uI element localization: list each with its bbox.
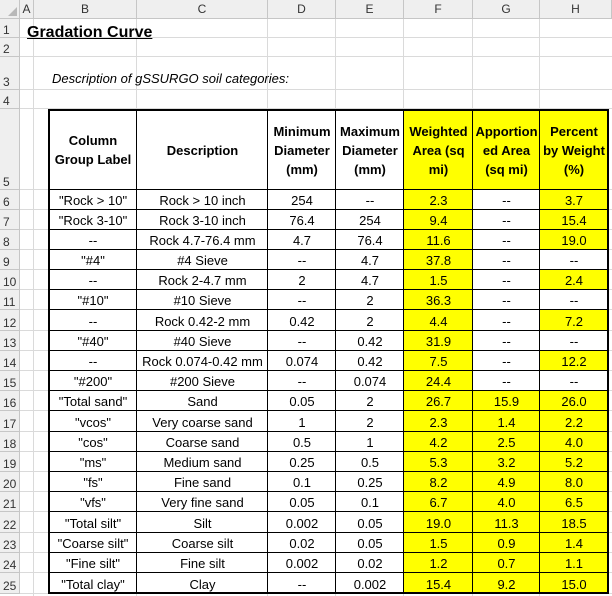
table-cell[interactable]: 0.7 (473, 553, 540, 573)
table-cell[interactable]: 2 (366, 293, 374, 308)
table-cell[interactable]: 0.42 (357, 354, 383, 369)
table-cell[interactable]: 6.5 (540, 492, 608, 512)
table-border-column (539, 110, 540, 593)
table-cell[interactable]: 2.3 (404, 411, 473, 432)
table-cell[interactable]: 2.2 (540, 411, 608, 432)
table-cell[interactable]: -- (297, 374, 307, 389)
header-max-diameter[interactable]: Maximum Diameter (mm) (340, 123, 400, 177)
table-cell[interactable]: 0.25 (289, 455, 315, 470)
table-border-top (48, 109, 609, 111)
table-cell[interactable]: 15.9 (473, 391, 540, 411)
row-header-22[interactable]: 22 (0, 512, 20, 533)
column-header-d[interactable]: D (268, 0, 336, 19)
table-cell[interactable]: 4.0 (540, 432, 608, 452)
row-header-14[interactable]: 14 (0, 351, 20, 371)
table-cell[interactable]: 7.5 (404, 351, 473, 371)
table-cell[interactable]: -- (502, 354, 511, 369)
table-cell[interactable]: -- (297, 253, 307, 268)
table-cell[interactable]: -- (502, 313, 511, 329)
table-cell[interactable]: #4 Sieve (177, 253, 228, 268)
table-cell[interactable]: 18.5 (540, 512, 608, 533)
table-cell[interactable]: 1 (298, 414, 306, 430)
row-header-13[interactable]: 13 (0, 331, 20, 351)
table-cell[interactable]: 1.4 (540, 533, 608, 553)
table-border-row (49, 229, 608, 230)
table-cell[interactable]: "#200" (73, 374, 113, 389)
table-cell[interactable]: Sand (187, 394, 218, 409)
table-cell[interactable]: 254 (291, 193, 313, 208)
table-cell[interactable]: 0.25 (357, 475, 383, 490)
table-border-row (49, 209, 608, 210)
table-cell[interactable]: 0.5 (360, 455, 380, 470)
table-cell[interactable]: -- (502, 374, 511, 389)
table-border-row (49, 532, 608, 533)
table-cell[interactable]: 3.2 (473, 452, 540, 472)
header-percent-weight[interactable]: Percent by Weight (%) (540, 110, 608, 190)
table-cell[interactable]: "Fine silt" (65, 556, 121, 571)
table-cell[interactable]: 15.4 (404, 573, 473, 594)
table-cell[interactable]: 4.0 (473, 492, 540, 512)
row-header-15[interactable]: 15 (0, 371, 20, 391)
table-cell[interactable]: 1.5 (404, 533, 473, 553)
table-cell[interactable]: 0.074 (353, 374, 387, 389)
column-header-c[interactable]: C (137, 0, 268, 19)
table-cell[interactable]: Coarse silt (171, 536, 234, 551)
table-cell[interactable]: Rock 3-10 inch (159, 213, 246, 228)
table-cell[interactable]: 15.0 (540, 573, 608, 594)
table-cell[interactable]: Rock 2-4.7 mm (158, 273, 247, 288)
table-cell[interactable]: "Total clay" (61, 576, 125, 592)
table-border-row (49, 189, 608, 190)
table-border-row (49, 491, 608, 492)
table-cell[interactable]: -- (502, 253, 511, 268)
table-cell[interactable]: "ms" (79, 455, 107, 470)
sheet-title: Gradation Curve (27, 24, 153, 41)
table-border-column (136, 110, 137, 593)
header-weighted-area[interactable]: Weighted Area (sq mi) (404, 110, 473, 190)
row-header-12[interactable]: 12 (0, 310, 20, 331)
table-cell[interactable]: 5.2 (540, 452, 608, 472)
row-header-8[interactable]: 8 (0, 230, 20, 250)
table-cell[interactable]: Clay (189, 576, 216, 592)
table-cell[interactable]: 6.7 (404, 492, 473, 512)
table-cell[interactable]: -- (88, 313, 98, 329)
column-header-e[interactable]: E (336, 0, 404, 19)
table-cell[interactable]: 2 (366, 313, 374, 329)
table-border-column (403, 110, 404, 593)
table-border-row (49, 410, 608, 411)
table-cell[interactable]: 254 (359, 213, 381, 228)
table-cell[interactable]: -- (88, 354, 98, 369)
table-cell[interactable]: 37.8 (404, 250, 473, 270)
row-header-16[interactable]: 16 (0, 391, 20, 411)
table-cell[interactable]: "#40" (77, 334, 109, 349)
table-cell[interactable]: Rock 0.074-0.42 mm (142, 354, 263, 369)
table-cell[interactable]: #40 Sieve (173, 334, 232, 349)
column-header-f[interactable]: F (404, 0, 473, 19)
row-header-7[interactable]: 7 (0, 210, 20, 230)
row-header-17[interactable]: 17 (0, 411, 20, 432)
column-header-g[interactable]: G (473, 0, 540, 19)
table-cell[interactable]: 2 (366, 394, 374, 409)
table-cell[interactable]: "#10" (77, 293, 109, 308)
select-all-corner[interactable] (0, 0, 20, 19)
table-cell[interactable]: Fine silt (180, 556, 225, 571)
table-cell[interactable]: -- (502, 213, 511, 228)
grid-line-horizontal (20, 56, 612, 57)
row-header-1[interactable]: 1 (0, 19, 20, 38)
table-cell[interactable]: "Rock > 10" (58, 193, 128, 208)
table-cell[interactable]: Rock 4.7-76.4 mm (149, 233, 256, 248)
table-cell[interactable]: Fine sand (173, 475, 232, 490)
table-cell[interactable]: -- (502, 273, 511, 288)
table-border-row (49, 552, 608, 553)
column-header-a[interactable]: A (20, 0, 34, 19)
table-cell[interactable]: -- (502, 233, 511, 248)
table-cell[interactable]: "cos" (78, 435, 108, 450)
table-cell[interactable]: 0.1 (360, 495, 380, 510)
header-description[interactable]: Description (166, 142, 239, 158)
table-cell[interactable]: 7.2 (540, 310, 608, 331)
table-border-row (49, 330, 608, 331)
table-cell[interactable]: "Total silt" (64, 515, 122, 531)
table-cell[interactable]: 0.1 (292, 475, 312, 490)
table-cell[interactable]: 19.0 (404, 512, 473, 533)
table-cell[interactable]: 0.05 (357, 515, 383, 531)
table-border-column (335, 110, 336, 593)
table-cell[interactable]: -- (502, 334, 511, 349)
table-border-row (49, 390, 608, 391)
row-header-10[interactable]: 10 (0, 270, 20, 290)
table-cell[interactable]: 11.6 (404, 230, 473, 250)
table-border-row (49, 572, 608, 573)
table-cell[interactable]: Very coarse sand (152, 414, 253, 430)
grid-line-horizontal (20, 89, 612, 90)
header-group-label[interactable]: Column Group Label (54, 133, 132, 167)
table-cell[interactable]: Coarse sand (165, 435, 240, 450)
table-cell[interactable]: 4.7 (360, 253, 380, 268)
row-header-6[interactable]: 6 (0, 190, 20, 210)
table-cell[interactable]: -- (569, 374, 579, 389)
table-cell[interactable]: 0.002 (285, 556, 319, 571)
table-cell[interactable]: -- (88, 233, 98, 248)
table-cell[interactable]: "vfs" (80, 495, 106, 510)
table-cell[interactable]: 8.2 (404, 472, 473, 492)
table-cell[interactable]: 31.9 (404, 331, 473, 351)
table-cell[interactable]: 0.002 (285, 515, 319, 531)
table-cell[interactable]: 0.5 (292, 435, 312, 450)
table-border-row (49, 269, 608, 270)
table-cell[interactable]: 0.002 (353, 576, 387, 592)
table-border-right (607, 109, 609, 594)
table-cell[interactable]: 1.5 (404, 270, 473, 290)
table-cell[interactable]: 4.4 (404, 310, 473, 331)
table-border-left (48, 109, 50, 594)
table-cell[interactable]: 4.2 (404, 432, 473, 452)
row-header-20[interactable]: 20 (0, 472, 20, 492)
table-cell[interactable]: 1 (366, 435, 374, 450)
table-border-row (49, 289, 608, 290)
table-cell[interactable]: 15.4 (540, 210, 608, 230)
table-cell[interactable]: "vcos" (75, 414, 111, 430)
row-header-4[interactable]: 4 (0, 90, 20, 109)
table-cell[interactable]: 4.7 (360, 273, 380, 288)
table-cell[interactable]: -- (88, 273, 98, 288)
table-cell[interactable]: Rock 0.42-2 mm (154, 313, 251, 329)
row-header-18[interactable]: 18 (0, 432, 20, 452)
table-cell[interactable]: 76.4 (289, 213, 315, 228)
header-apportioned-area[interactable]: Apportion ed Area (sq mi) (473, 110, 540, 190)
table-cell[interactable]: 0.05 (289, 495, 315, 510)
table-cell[interactable]: #10 Sieve (173, 293, 232, 308)
table-cell[interactable]: 11.3 (473, 512, 540, 533)
table-cell[interactable]: "Total sand" (58, 394, 128, 409)
table-cell[interactable]: 2.5 (473, 432, 540, 452)
table-border-column (472, 110, 473, 593)
table-cell[interactable]: "Rock 3-10" (58, 213, 128, 228)
table-cell[interactable]: "#4" (81, 253, 105, 268)
table-cell[interactable]: 8.0 (540, 472, 608, 492)
table-cell[interactable]: 12.2 (540, 351, 608, 371)
table-cell[interactable]: 0.02 (289, 536, 315, 551)
table-cell[interactable]: 2.4 (540, 270, 608, 290)
table-cell[interactable]: 76.4 (357, 233, 383, 248)
table-border-row (49, 471, 608, 472)
row-header-9[interactable]: 9 (0, 250, 20, 270)
row-header-21[interactable]: 21 (0, 492, 20, 512)
table-cell[interactable]: 0.42 (357, 334, 383, 349)
column-header-b[interactable]: B (34, 0, 137, 19)
table-cell[interactable]: 24.4 (404, 371, 473, 391)
table-border-row (49, 370, 608, 371)
table-cell[interactable]: 4.9 (473, 472, 540, 492)
row-header-2[interactable]: 2 (0, 38, 20, 57)
table-border-bottom (48, 592, 609, 594)
table-cell[interactable]: 0.05 (289, 394, 315, 409)
row-header-23[interactable]: 23 (0, 533, 20, 553)
table-cell[interactable]: 3.7 (540, 190, 608, 210)
table-cell[interactable]: 0.02 (357, 556, 383, 571)
table-cell[interactable]: -- (502, 193, 511, 208)
column-header-h[interactable]: H (540, 0, 612, 19)
table-cell[interactable]: #200 Sieve (169, 374, 236, 389)
table-border-row (49, 431, 608, 432)
table-cell[interactable]: Rock > 10 inch (159, 193, 246, 208)
table-cell[interactable]: 0.074 (285, 354, 319, 369)
table-cell[interactable]: -- (569, 253, 579, 268)
table-cell[interactable]: 26.7 (404, 391, 473, 411)
table-cell[interactable]: -- (297, 576, 307, 592)
table-border-row (49, 350, 608, 351)
row-header-24[interactable]: 24 (0, 553, 20, 573)
table-border-row (49, 309, 608, 310)
table-cell[interactable]: "Coarse silt" (57, 536, 129, 551)
table-cell[interactable]: Medium sand (163, 455, 242, 470)
row-header-25[interactable]: 25 (0, 573, 20, 594)
grid-line-vertical (33, 19, 34, 596)
table-cell[interactable]: 0.42 (289, 313, 315, 329)
row-header-3[interactable]: 3 (0, 57, 20, 90)
table-border-row (49, 451, 608, 452)
table-cell[interactable]: -- (297, 334, 307, 349)
row-header-5[interactable]: 5 (0, 109, 20, 190)
table-cell[interactable]: 26.0 (540, 391, 608, 411)
table-cell[interactable]: 2 (366, 414, 374, 430)
table-cell[interactable]: 0.05 (357, 536, 383, 551)
table-cell[interactable]: Silt (193, 515, 212, 531)
table-cell[interactable]: "fs" (83, 475, 103, 490)
table-cell[interactable]: -- (502, 293, 511, 308)
table-cell[interactable]: -- (569, 334, 579, 349)
table-border-row (49, 511, 608, 512)
header-min-diameter[interactable]: Minimum Diameter (mm) (273, 123, 331, 177)
table-cell[interactable]: 9.2 (473, 573, 540, 594)
table-cell[interactable]: 9.4 (404, 210, 473, 230)
table-cell[interactable]: -- (297, 293, 307, 308)
table-cell[interactable]: 4.7 (292, 233, 312, 248)
table-cell[interactable]: 1.1 (540, 553, 608, 573)
table-cell[interactable]: 2 (298, 273, 306, 288)
row-header-19[interactable]: 19 (0, 452, 20, 472)
table-cell[interactable]: 5.3 (404, 452, 473, 472)
table-cell[interactable]: 0.9 (473, 533, 540, 553)
table-cell[interactable]: -- (365, 193, 375, 208)
row-header-11[interactable]: 11 (0, 290, 20, 310)
table-border-column (267, 110, 268, 593)
table-cell[interactable]: Very fine sand (161, 495, 244, 510)
table-cell[interactable]: 19.0 (540, 230, 608, 250)
table-cell[interactable]: -- (569, 293, 579, 308)
table-cell[interactable]: 2.3 (404, 190, 473, 210)
table-cell[interactable]: 1.2 (404, 553, 473, 573)
description-text: Description of gSSURGO soil categories: (52, 71, 289, 86)
table-border-row (49, 249, 608, 250)
table-cell[interactable]: 36.3 (404, 290, 473, 310)
table-cell[interactable]: 1.4 (473, 411, 540, 432)
